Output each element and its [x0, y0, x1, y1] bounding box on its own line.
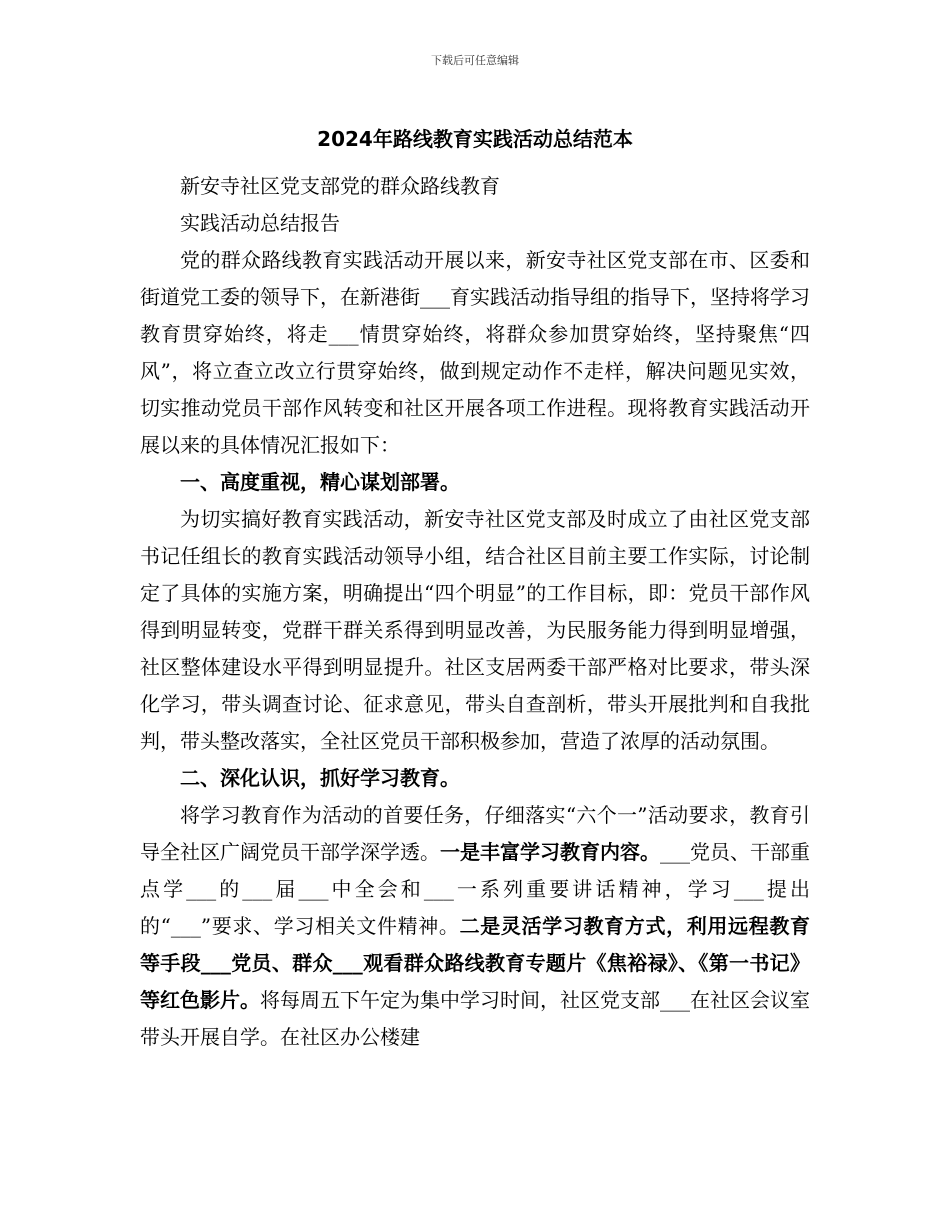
section-2-text-1: 将学习教育作为活动的首要任务，仔细落实“六个一”活动要求，教育引导全社区广阔党员干部学深学透。	[140, 803, 810, 864]
intro-paragraph: 党的群众路线教育实践活动开展以来，新安寺社区党支部在市、区委和街道党工委的领导下，在新港街___育实践活动指导组的指导下，坚持将学习教育贯穿始终，将走___情贯穿始终，将群众参加贯穿始终，坚持聚焦“四风”，将立查立改立行贯穿始终，做到规定动作不走样，解决问题见实效，切实推动党员干部作风转变和社区开展各项工作进程。现将教育实践活动开展以来的具体情况汇报如下：	[140, 248, 810, 457]
section-2-text-2: ___党员、干部重点学___的___届___中全会和___一系列重要讲话精神，学习___提出的“___”要求、学习相关文件精神。	[140, 840, 810, 938]
download-note: 下载后可任意编辑	[431, 54, 519, 67]
section-2-emphasis-1: 一是丰富学习教育内容。	[440, 840, 660, 864]
subtitle-line-1: 新安寺社区党支部党的群众路线教育	[180, 174, 500, 198]
section-1-heading: 一、高度重视，精心谋划部署。	[180, 470, 460, 494]
section-2-paragraph	[140, 797, 810, 1056]
document-title: 2024年路线教育实践活动总结范本	[317, 127, 633, 151]
section-2-heading: 二、深化认识，抓好学习教育。	[180, 766, 460, 790]
section-1-paragraph: 为切实搞好教育实践活动，新安寺社区党支部及时成立了由社区党支部书记任组长的教育实践活动领导小组，结合社区目前主要工作实际，讨论制定了具体的实施方案，明确提出“四个明显”的工作目标，即：党员干部作风得到明显转变，党群干群关系得到明显改善，为民服务能力得到明显增强，社区整体建设水平得到明显提升。社区支居两委干部严格对比要求，带头深化学习，带头调查讨论、征求意见，带头自查剖析，带头开展批判和自我批判，带头整改落实，全社区党员干部积极参加，营造了浓厚的活动氛围。	[140, 507, 810, 753]
document-body	[140, 168, 810, 1056]
section-2-emphasis-2: 二是灵活学习教育方式，利用远程教育等手段___党员、群众___观看群众路线教育专题片《焦裕禄》、《第一书记》等红色影片。	[140, 914, 811, 1012]
section-2-text-3: 将每周五下午定为集中学习时间，社区党支部___在社区会议室带头开展自学。在社区办公楼建	[140, 988, 810, 1049]
subtitle-line-2: 实践活动总结报告	[180, 211, 340, 235]
